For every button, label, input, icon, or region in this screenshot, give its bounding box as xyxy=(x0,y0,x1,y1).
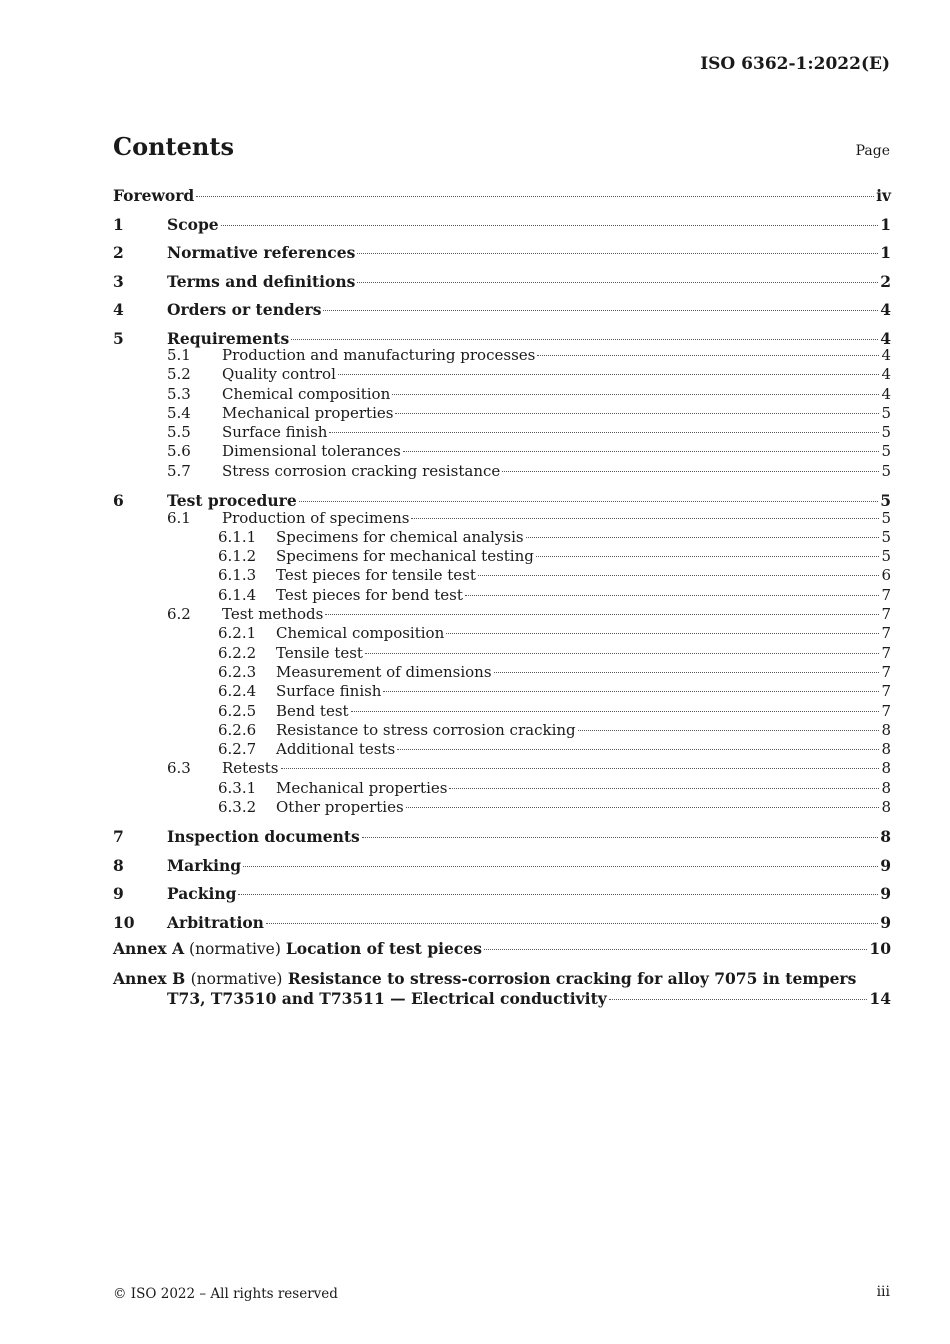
annex-a-type: (normative) xyxy=(189,940,281,959)
toc-entry-page: 9 xyxy=(880,855,891,875)
toc-entry-title: Orders or tenders xyxy=(167,300,322,319)
toc-entry[interactable] xyxy=(113,442,891,461)
dot-leader xyxy=(196,196,874,197)
toc-entry[interactable] xyxy=(113,385,891,404)
toc-entry-number: 1 xyxy=(113,214,124,234)
toc-entry-number: 6.2.6 xyxy=(218,720,257,739)
toc-entry-title: Foreword xyxy=(113,186,195,205)
toc-entry-page: 8 xyxy=(881,720,891,739)
toc-entry-number: 5.4 xyxy=(167,403,191,422)
toc-entry[interactable] xyxy=(113,241,891,270)
toc-entries xyxy=(113,184,891,939)
copyright-notice: © ISO 2022 – All rights reserved xyxy=(113,1286,338,1302)
dot-leader xyxy=(484,949,867,950)
toc-entry-page: 4 xyxy=(881,346,891,364)
toc-entry[interactable] xyxy=(113,528,891,547)
toc-entry-page: 5 xyxy=(881,508,891,527)
toc-entry-number: 6.2.2 xyxy=(218,643,257,662)
toc-entry-title: Other properties xyxy=(276,798,404,817)
toc-entry-title: Additional tests xyxy=(276,740,396,759)
dot-leader xyxy=(383,691,879,692)
toc-entry-page: 4 xyxy=(881,365,891,384)
toc-entry[interactable] xyxy=(113,911,891,940)
toc-entry[interactable] xyxy=(113,566,891,585)
annex-b-title-line2: T73, T73510 and T73511 — Electrical conductivity xyxy=(167,989,607,1009)
dot-leader xyxy=(365,653,880,654)
toc-entry-page: 1 xyxy=(880,214,891,234)
toc-entry-page: 8 xyxy=(881,759,891,778)
page-number: iii xyxy=(876,1284,890,1300)
dot-leader xyxy=(351,711,880,712)
dot-leader xyxy=(329,432,879,433)
toc-entry-title: Scope xyxy=(167,214,219,234)
dot-leader xyxy=(323,310,878,311)
toc-entry-number: 9 xyxy=(113,884,124,904)
dot-leader xyxy=(406,807,880,808)
toc-entry-number: 2 xyxy=(113,243,124,262)
toc-entry-page: 2 xyxy=(880,271,891,291)
dot-leader xyxy=(325,614,879,615)
toc-entry-title: Terms and definitions xyxy=(167,271,356,291)
toc-entry[interactable] xyxy=(113,682,891,701)
toc-entry-page: 5 xyxy=(881,547,891,566)
annex-a-title: Location of test pieces xyxy=(285,939,482,959)
toc-entry-number: 4 xyxy=(113,300,124,319)
dot-leader xyxy=(536,556,880,557)
toc-entry-page: 5 xyxy=(880,491,891,511)
toc-entry[interactable] xyxy=(113,779,891,798)
toc-entry[interactable] xyxy=(113,882,891,911)
toc-entry-title: Inspection documents xyxy=(167,827,360,847)
dot-leader xyxy=(299,501,879,502)
toc-entry-number: 6.2.7 xyxy=(218,740,257,759)
annex-b-label: Annex B xyxy=(113,969,186,989)
toc-entry-title: Surface finish xyxy=(222,423,328,442)
toc-entry-page: 5 xyxy=(881,527,891,546)
toc-entry-page: 7 xyxy=(881,662,891,681)
toc-entry[interactable] xyxy=(113,644,891,663)
annex-a-label: Annex A xyxy=(113,939,185,959)
toc-entry-title: Normative references xyxy=(167,243,356,262)
toc-entry-page: 7 xyxy=(881,585,891,604)
toc-entry-title: Surface finish xyxy=(276,682,382,701)
toc-entry-annex-b[interactable] xyxy=(113,969,891,1009)
toc-entry-title: Stress corrosion cracking resistance xyxy=(222,461,501,480)
toc-entry-number: 3 xyxy=(113,271,124,291)
dot-leader xyxy=(291,339,878,340)
toc-entry-title: Quality control xyxy=(222,365,336,384)
toc-entry-number: 5.1 xyxy=(167,346,191,364)
toc-entry-title: Bend test xyxy=(276,701,349,720)
dot-leader xyxy=(578,730,880,731)
toc-entry-page: 4 xyxy=(880,300,891,319)
toc-entry-number: 6.3 xyxy=(167,759,191,778)
toc-entry-title: Requirements xyxy=(167,328,290,348)
annex-b-type: (normative) xyxy=(190,970,283,989)
toc-entry-title: Specimens for chemical analysis xyxy=(276,527,524,546)
toc-entry-number: 5.7 xyxy=(167,461,191,480)
toc-entry-number: 6.2.1 xyxy=(218,624,257,643)
toc-entry-number: 6.3.2 xyxy=(218,798,257,817)
toc-entry-title: Test procedure xyxy=(167,491,297,511)
toc-entry[interactable] xyxy=(113,759,891,778)
toc-entry[interactable] xyxy=(113,721,891,740)
toc-entry-number: 6.2.3 xyxy=(218,662,257,681)
toc-entry-page: 4 xyxy=(881,384,891,403)
toc-entry-title: Packing xyxy=(167,884,237,904)
toc-entry[interactable] xyxy=(113,423,891,442)
toc-entry-page: 5 xyxy=(881,403,891,422)
toc-entry-title: Production of specimens xyxy=(222,508,410,527)
toc-entry-number: 6.1.4 xyxy=(218,585,257,604)
toc-entry-number: 5.6 xyxy=(167,442,191,461)
toc-entry[interactable] xyxy=(113,184,891,213)
dot-leader xyxy=(357,282,878,283)
toc-entry-page: iv xyxy=(876,186,891,205)
toc-entry-number: 6.2.5 xyxy=(218,701,257,720)
toc-entry[interactable] xyxy=(113,798,891,817)
dot-leader xyxy=(238,894,878,895)
dot-leader xyxy=(281,768,880,769)
toc-entry-number: 6.1.3 xyxy=(218,566,257,585)
toc-entry-title: Marking xyxy=(167,855,242,875)
toc-entry-title: Mechanical properties xyxy=(222,403,394,422)
toc-entry-number: 6.2 xyxy=(167,605,191,624)
dot-leader xyxy=(221,225,879,226)
toc-entry-number: 6 xyxy=(113,491,124,511)
toc-entry-number: 5.5 xyxy=(167,423,191,442)
dot-leader xyxy=(446,633,879,634)
toc-entry-page: 8 xyxy=(881,798,891,817)
toc-entry-number: 7 xyxy=(113,827,124,847)
dot-leader xyxy=(338,374,880,375)
annex-b-title-line1: Resistance to stress-corrosion cracking for alloy 7075 in tempers xyxy=(287,969,857,989)
toc-entry[interactable] xyxy=(113,365,891,384)
dot-leader xyxy=(449,788,879,789)
dot-leader xyxy=(494,672,880,673)
toc-entry-page: 9 xyxy=(880,912,891,932)
toc-entry-page: 7 xyxy=(881,701,891,720)
toc-entry[interactable] xyxy=(113,854,891,883)
toc-entry-page: 1 xyxy=(880,243,891,262)
toc-entry-page: 5 xyxy=(881,423,891,442)
dot-leader xyxy=(397,749,879,750)
toc-entry[interactable] xyxy=(113,825,891,854)
dot-leader xyxy=(395,413,879,414)
toc-entry-title: Test methods xyxy=(222,605,324,624)
toc-entry-number: 5.3 xyxy=(167,384,191,403)
toc-entry[interactable] xyxy=(113,663,891,682)
toc-entry-title: Arbitration xyxy=(167,912,264,932)
annex-b-page: 14 xyxy=(869,989,891,1009)
toc-entry-page: 5 xyxy=(881,461,891,480)
toc-entry-title: Specimens for mechanical testing xyxy=(276,547,534,566)
dot-leader xyxy=(537,355,879,356)
toc-entry-annex-a[interactable] xyxy=(113,939,891,967)
toc-entry-title: Mechanical properties xyxy=(276,778,448,797)
dot-leader xyxy=(502,471,879,472)
toc-entry[interactable] xyxy=(113,586,891,605)
toc-entry[interactable] xyxy=(113,270,891,299)
toc-entry-number: 6.3.1 xyxy=(218,778,257,797)
toc-entry-page: 9 xyxy=(880,884,891,904)
toc-entry-page: 7 xyxy=(881,643,891,662)
toc-entry-page: 8 xyxy=(880,827,891,847)
toc-entry-number: 6.1 xyxy=(167,508,191,527)
toc-entry-page: 7 xyxy=(881,624,891,643)
toc-entry[interactable] xyxy=(113,213,891,242)
toc-entry[interactable] xyxy=(113,462,891,481)
dot-leader xyxy=(411,518,879,519)
dot-leader xyxy=(243,866,878,867)
dot-leader xyxy=(609,999,868,1000)
toc-entry-title: Measurement of dimensions xyxy=(276,662,492,681)
toc-entry[interactable] xyxy=(113,404,891,423)
toc-entry[interactable] xyxy=(113,298,891,327)
toc-entry[interactable] xyxy=(113,547,891,566)
dot-leader xyxy=(392,394,879,395)
dot-leader xyxy=(357,253,878,254)
toc-entry-page: 8 xyxy=(881,740,891,759)
toc-entry-number: 6.1.2 xyxy=(218,547,257,566)
toc-entry-title: Test pieces for tensile test xyxy=(276,566,476,585)
toc-entry-number: 10 xyxy=(113,912,135,932)
toc-entry-title: Tensile test xyxy=(276,643,363,662)
dot-leader xyxy=(526,537,880,538)
toc-entry[interactable] xyxy=(113,509,891,528)
toc-entry-page: 4 xyxy=(880,328,891,348)
page-column-label: Page xyxy=(855,143,890,159)
toc-entry-page: 7 xyxy=(881,682,891,701)
toc-entry-page: 8 xyxy=(881,778,891,797)
table-of-contents xyxy=(113,184,891,1009)
toc-entry-title: Resistance to stress corrosion cracking xyxy=(276,720,576,739)
toc-entry-title: Chemical composition xyxy=(276,624,445,643)
toc-entry-title: Dimensional tolerances xyxy=(222,442,401,461)
dot-leader xyxy=(362,837,878,838)
toc-entry[interactable] xyxy=(113,624,891,643)
toc-entry[interactable] xyxy=(113,605,891,624)
dot-leader xyxy=(403,451,880,452)
toc-entry-number: 8 xyxy=(113,855,124,875)
document-id: ISO 6362-1:2022(E) xyxy=(700,54,890,74)
toc-entry[interactable] xyxy=(113,702,891,721)
toc-entry-title: Test pieces for bend test xyxy=(276,585,463,604)
toc-entry-number: 6.2.4 xyxy=(218,682,257,701)
toc-entry-number: 5 xyxy=(113,328,124,348)
dot-leader xyxy=(266,923,878,924)
dot-leader xyxy=(478,575,880,576)
contents-title: Contents xyxy=(113,132,234,161)
dot-leader xyxy=(465,595,880,596)
annex-a-page: 10 xyxy=(869,939,891,959)
toc-entry-title: Production and manufacturing processes xyxy=(222,346,536,364)
toc-entry-page: 5 xyxy=(881,442,891,461)
toc-entry-page: 6 xyxy=(881,566,891,585)
toc-entry[interactable] xyxy=(113,740,891,759)
toc-entry-number: 5.2 xyxy=(167,365,191,384)
toc-entry-title: Retests xyxy=(222,759,279,778)
toc-entry-number: 6.1.1 xyxy=(218,527,257,546)
toc-entry-page: 7 xyxy=(881,605,891,624)
toc-entry[interactable] xyxy=(113,346,891,365)
toc-entry-title: Chemical composition xyxy=(222,384,391,403)
